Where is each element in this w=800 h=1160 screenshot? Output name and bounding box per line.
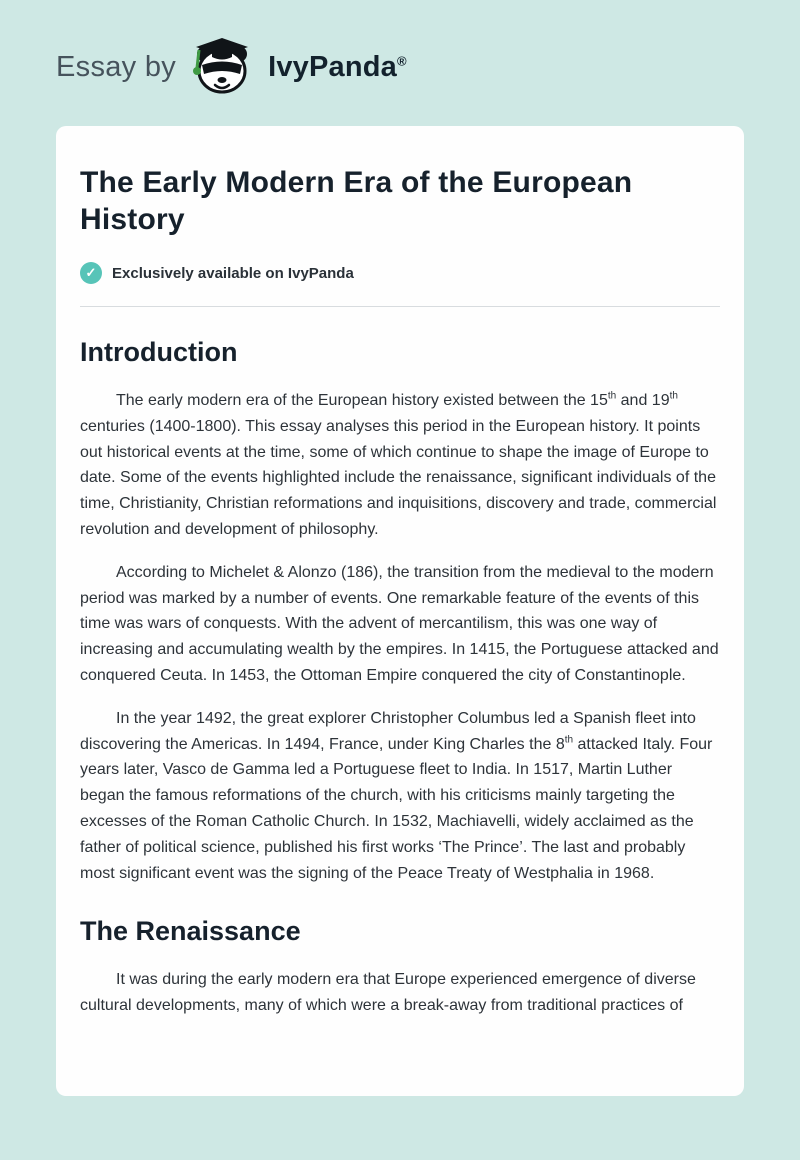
check-icon: ✓ xyxy=(80,262,102,284)
availability-badge-label: Exclusively available on IvyPanda xyxy=(112,264,354,282)
section-heading-renaissance: The Renaissance xyxy=(80,916,301,947)
article-card xyxy=(56,126,744,1096)
paragraph-renaissance-1: It was during the early modern era that Europe experienced emergence of diverse cultural developments, many of which were a break-away from traditional practices of xyxy=(80,971,696,1015)
paragraph-intro-3: In the year 1492, the great explorer Christopher Columbus led a Spanish fleet into discovering the Americas. In 1494, France, under King Charles the 8th attacked Italy. Four years later, Vasco de Gamma led a Portuguese fleet to India. In 1517, Martin Luther began the famous reformations of the church, with his criticisms mainly targeting the excesses of the Roman Catholic Church. In 1532, Machiavelli, widely acclaimed as the father of political science, published his first works ‘The Prince’. The last and probably most significant event was the signing of the Peace Treaty of Westphalia in 1968. xyxy=(80,709,713,882)
site-header xyxy=(0,0,800,122)
availability-badge xyxy=(80,262,720,307)
brand-name: IvyPanda® xyxy=(268,50,407,83)
superscript-th: th xyxy=(607,390,617,402)
page-title: The Early Modern Era of the European History xyxy=(80,166,633,236)
superscript-th: th xyxy=(669,390,678,402)
paragraph-intro-2: According to Michelet & Alonzo (186), the transition from the medieval to the modern period was marked by a number of events. One remarkable feature of the events of this time was wars of conquests. With the advent of mercantilism, this was one way of increasing and accumulating wealth by the empires. In 1415, the Portuguese attacked and conquered Ceuta. In 1453, the Ottoman Empire conquered the city of Constantinople. xyxy=(80,563,719,684)
registered-mark: ® xyxy=(397,52,407,68)
paragraph-intro-1: The early modern era of the European history existed between the 15th and 19th centuries (1400-1800). This essay analyses this period in the European history. It points out historical events at the time, some of which continue to shape the image of Europe to date. Some of the events highlighted include the renaissance, significant individuals of the time, Christianity, Christian reformations and inquisitions, discovery and trade, commercial revolution and development of philosophy. xyxy=(80,390,717,538)
ivypanda-logo-icon xyxy=(190,38,254,96)
section-heading-introduction: Introduction xyxy=(80,337,238,367)
essay-by-label: Essay by xyxy=(56,50,177,83)
superscript-th: th xyxy=(564,734,574,746)
